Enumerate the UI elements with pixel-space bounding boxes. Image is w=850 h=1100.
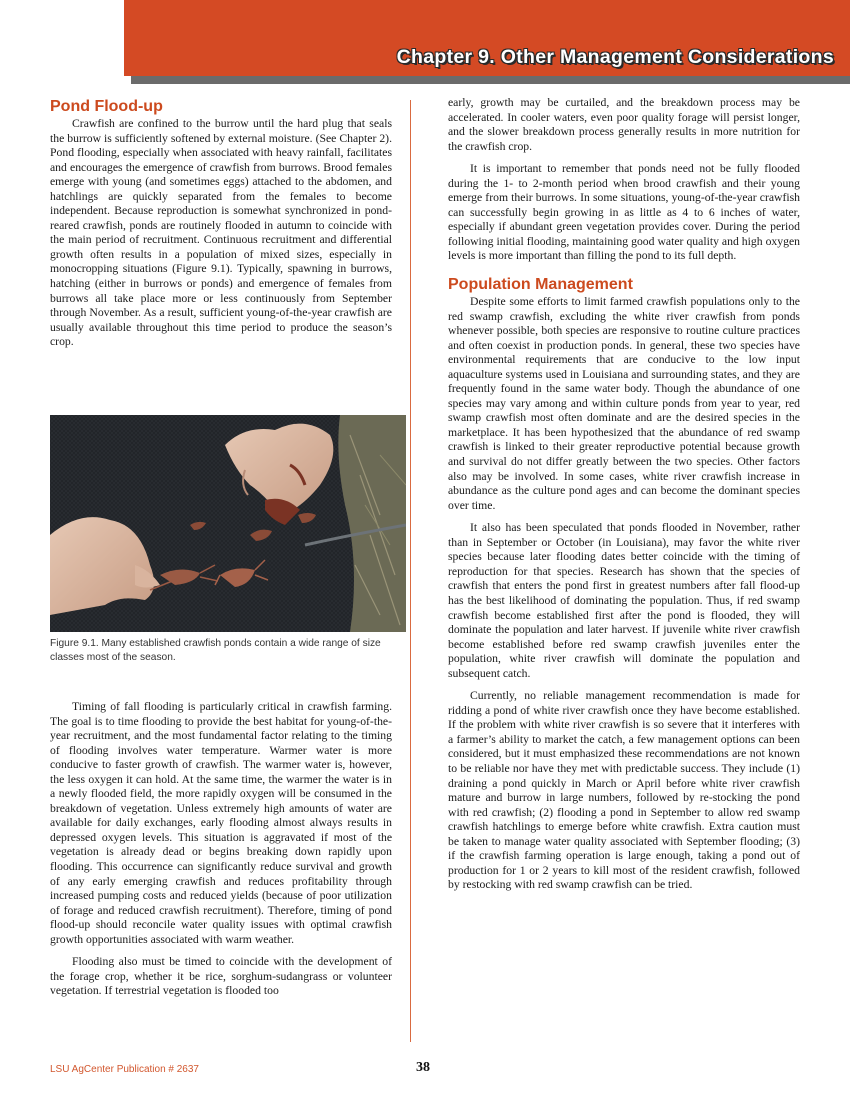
right-column — [448, 96, 800, 893]
column-divider — [410, 100, 411, 1042]
section-heading-population-management: Population Management — [448, 276, 633, 294]
section-heading-pond-flood-up: Pond Flood-up — [50, 98, 163, 115]
body-paragraph: Flooding also must be timed to coincide with the development of the forage crop, whether it be rice, sorghum-sudangrass or volunteer vegetation. If terrestrial vegetation is flooded too — [50, 955, 392, 998]
body-paragraph: Crawfish are confined to the burrow until the hard plug that seals the burrow is sufficiently softened by external moisture. (See Chapter 2). Pond flooding, especially when associated with heavy rainfall, facilitates and encourages the emergence of crawfish from burrows. Brood females emerge with young (and sometimes eggs) attached to the abdomen, and hatchlings are quickly separated from the females to become independent. Because reproduction is somewhat synchronized in pond-reared crawfish, ponds are routinely flooded in autumn to coincide with the main period of recruitment. Continuous recruitment and differential growth often results in a population of mixed sizes, especially in monocropping situations (Figure 9.1). Typically, spawning in burrows, hatching (either in burrows or ponds) and emergence of females from burrows all take place more or less continuously from September through November. As a result, sufficient young-of-the-year crawfish are usually available throughout this time period to produce the season’s crop. — [50, 117, 392, 349]
header-banner — [124, 0, 850, 76]
footer-publication: LSU AgCenter Publication # 2637 — [50, 1064, 199, 1075]
body-paragraph: Timing of fall flooding is particularly critical in crawfish farming. The goal is to time flooding to provide the best habitat for young-of-the-year recruitment, and the most fundamental factor relating to the timing of flooding involves water temperature. Warmer water is more conducive to faster growth of crawfish. The warmer water is, however, the less oxygen it can hold. At the same time, the warmer the water is in a newly flooded field, the more rapidly oxygen will be consumed in the breakdown of vegetation. Unless extremely high amounts of water are available for daily exchanges, early flooding almost always results in depressed oxygen levels. This situation is aggravated if most of the vegetation is already dead or begins breaking down rapidly upon flooding. This occurrence can significantly reduce survival and growth of any early emerging crawfish and reduces profitability through increased pumping costs and reduced yields (because of poor utilization of forage and reduced crawfish recruitment). Therefore, timing of pond flood-up should reconcile water quality issues with optimal crawfish growth opportunities associated with warm weather. — [50, 700, 392, 946]
left-column-top — [50, 96, 392, 350]
body-paragraph: It is important to remember that ponds need not be fully flooded during the 1- to 2-month period when brood crawfish and their young emerge from their burrows. In some situations, young-of-the-year crawfish can successfully begin growing in as little as 4 to 6 inches of water, especially if abundant green vegetation provides cover. During the period following initial flooding, maintaining good water quality and high oxygen levels is more important than filling the pond to its full depth. — [448, 162, 800, 263]
figure-caption: Figure 9.1. Many established crawfish ponds contain a wide range of size classes most of the season. — [50, 638, 381, 663]
body-paragraph: Currently, no reliable management recommendation is made for ridding a pond of white river crawfish once they have become established. If the problem with white river crawfish is so severe that it interferes with a farmer’s ability to market the catch, a few management options can been considered, but it must emphasized these recommendations are not known to be reliable nor have they met with predictable success. They include (1) draining a pond quickly in March or April before white river crawfish mature and burrow in large numbers, followed by re-stocking the pond with red crawfish; (2) flooding a pond in September to allow red swamp crawfish hatchlings to emerge before white crawfish. Extra caution must be taken to manage water quality associated with September flooding; (3) if the crawfish farming operation is large enough, taking a pond out of production for 1 or 2 years to kill most of the resident crawfish, followed by restocking with red swamp crawfish can be tried. — [448, 689, 800, 892]
crawfish-photo — [50, 415, 406, 632]
body-paragraph: It also has been speculated that ponds flooded in November, rather than in September or October (in Louisiana), may favor the white river species because later flooding dates better coincide with the timing of reproduction for that species. Research has shown that the species of crawfish that enters the pond first in greatest numbers after fall flood-up has the best likelihood of dominating the population. Thus, if red swamp crawfish become established first after the pond is flooded, they will dominate the population and later harvest. If juvenile white river crawfish become established before red swamp crawfish juveniles enter the population, white river crawfish will dominate the population and subsequent catch. — [448, 521, 800, 680]
body-paragraph: Despite some efforts to limit farmed crawfish populations only to the red swamp crawfish, excluding the white river crawfish from ponds whenever possible, both species are responsive to routine culture practices and often coexist in production ponds. In general, these two species have environmental requirements that are conducive to the low input aquaculture systems used in Louisiana and surrounding states, and they are frequently found in the same water body. Though the abundance of one species may vary among and within culture ponds from year to year, red swamp crawfish most often dominate and are the desired species in the marketplace. It has been hypothesized that the abundance of red swamp crawfish is linked to their greater reproductive potential because growth and survival do not differ greatly between the two species. Other factors also may be involved. In some cases, white river crawfish increase in abundance as the culture pond ages and can become the dominant species over time. — [448, 295, 800, 512]
chapter-title: Chapter 9. Other Management Considerations — [396, 46, 834, 68]
body-paragraph: early, growth may be curtailed, and the breakdown process may be accelerated. In cooler waters, even poor quality forage will persist longer, and the slower breakdown process generally results in more nutrition for the crawfish crop. — [448, 96, 800, 153]
page-number: 38 — [416, 1060, 430, 1075]
left-column-bottom — [50, 700, 392, 999]
